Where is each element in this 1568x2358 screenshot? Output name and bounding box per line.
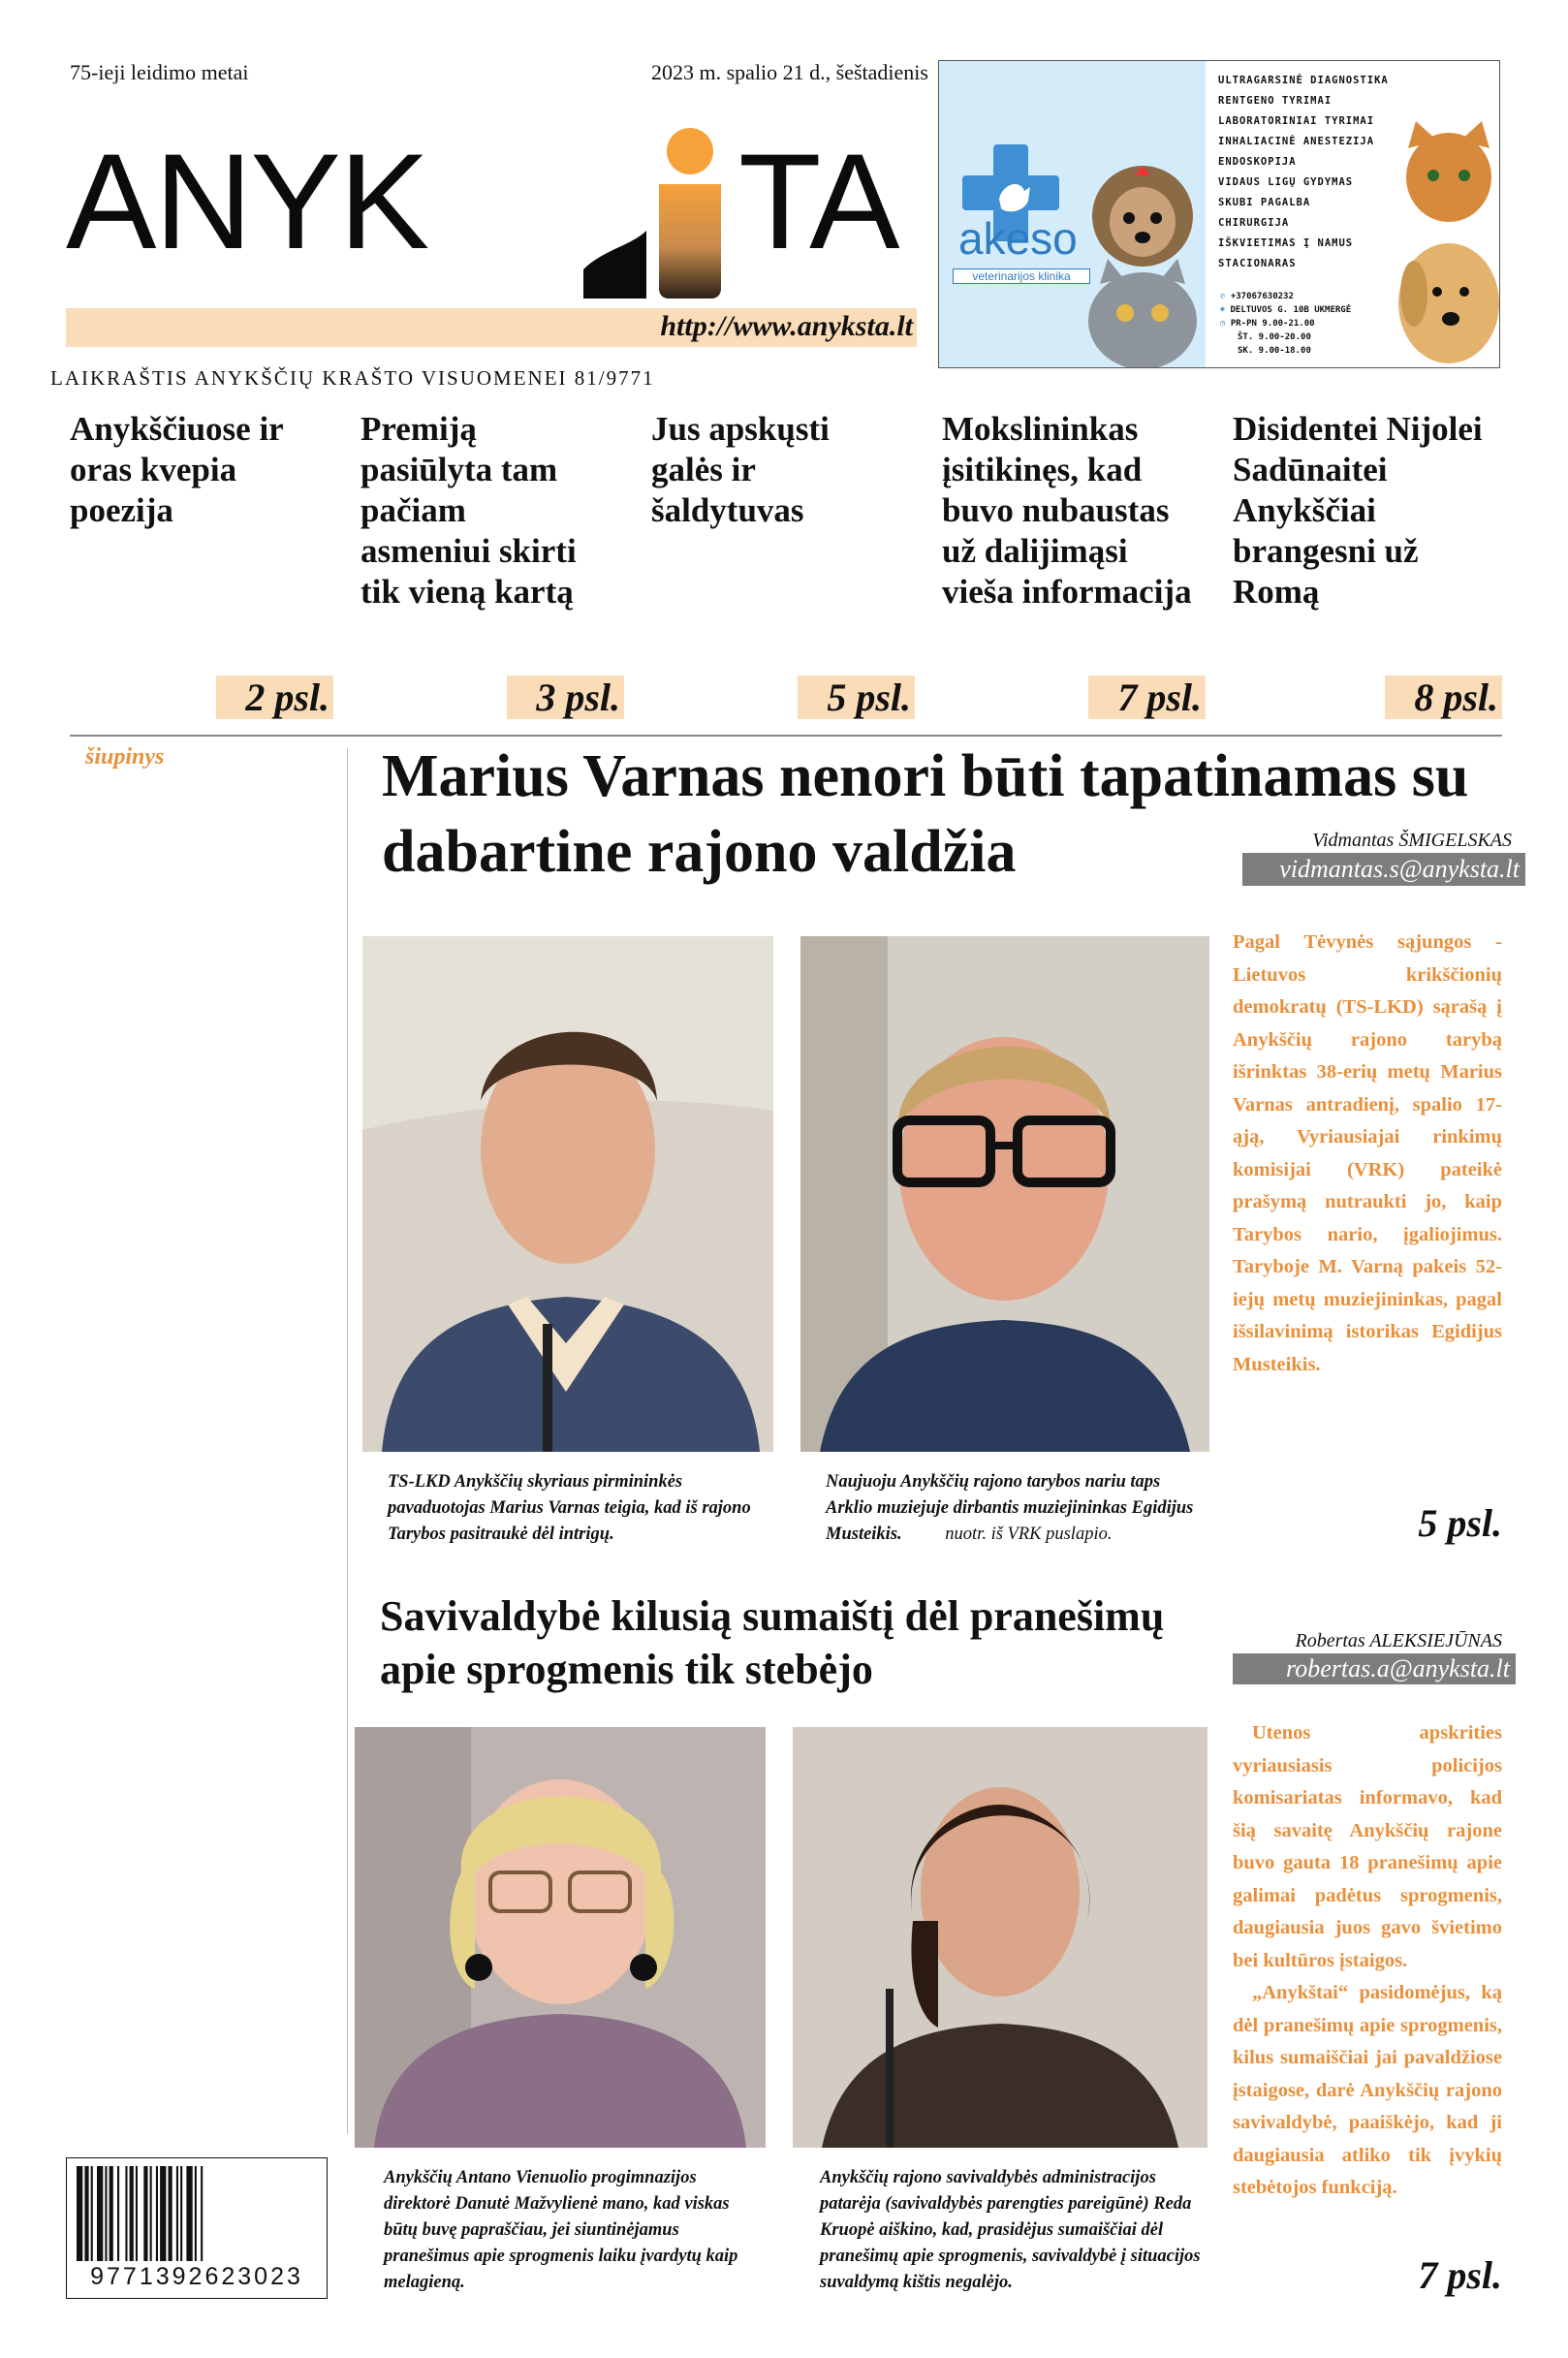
photo-credit: nuotr. iš VRK puslapio. (945, 1525, 1113, 1544)
akeso-advertisement[interactable] (938, 60, 1500, 368)
location-icon: ⌖ (1220, 305, 1231, 315)
teaser-headline[interactable]: Anykščiuose ir oras kvepia poezija (70, 410, 284, 529)
article-photo[interactable] (355, 1727, 766, 2148)
article-headline[interactable]: Savivaldybė kilusią sumaištį dėl pranešimų apie sprogmenis tik stebėjo (380, 1592, 1165, 1693)
article-lead: Pagal Tėvynės sąjungos - Lietuvos krikščionių demokratų (TS-LKD) sąrašą į Anykščių rajono tarybą išrinktas 38-erių metų Marius Varnas antradienį, spalio 17-ąją, Vyriausiajai rinkimų komisijai (VRK) pateikė prašymą nutraukti jo, kaip Tarybos nario, įgaliojimus. Taryboje M. Varną pakeis 52-iejų metų muziejininkas, pagal išsilavinimą istorikas Egidijus Musteikis. (1233, 931, 1502, 1375)
teaser-page-ref[interactable]: 5 psl. (798, 675, 915, 720)
lead-paragraph: „Anykštai“ pasidomėjus, ką dėl pranešimų apie sprogmenis, kilus sumaiščiai jai pavaldžiose įstaigose, darė Anykščių rajono savivaldybė, paaiškėjo, kad ji daugiausia atliko tik įvykių stebėtojos funkciją. (1233, 1982, 1502, 2198)
ad-phone-text: +37067630232 (1230, 292, 1294, 301)
ad-service: IŠKVIETIMAS Į NAMUS (1218, 237, 1354, 249)
ad-service: STACIONARAS (1218, 258, 1297, 269)
vertical-rule (347, 748, 348, 2134)
ad-address (1220, 303, 1395, 317)
ad-services-list (1218, 71, 1402, 274)
barcode-bar (160, 2166, 166, 2261)
ad-service: ULTRAGARSINĖ DIAGNOSTIKA (1218, 75, 1389, 86)
photo-caption: TS-LKD Anykščių skyriaus pirmininkės pavaduotojas Marius Varnas teigia, kad iš rajono Tarybos pasitraukė dėl intrigų. (388, 1472, 751, 1544)
author-email-link[interactable]: robertas.a@anyksta.lt (1233, 1653, 1516, 1684)
masthead-text-right: TA (738, 125, 898, 277)
barcode-bar (117, 2166, 119, 2261)
barcode-bar (169, 2166, 172, 2261)
barcode-bar (130, 2166, 134, 2261)
ad-service: VIDAUS LIGŲ GYDYMAS (1218, 176, 1354, 188)
barcode-bar (186, 2166, 192, 2261)
photo-caption: Anykščių Antano Vienuolio progimnazijos direktorė Danutė Mažvylienė mano, kad viskas būtų buvę papraščiau, jei siuntinėjamus pranešimus apie sprogmenis laiku įvardytų kaip melagieną. (384, 2168, 738, 2292)
teaser-headline[interactable]: Mokslininkas įsitikinęs, kad buvo nubaustas už dalijimąsi vieša informacija (942, 410, 1192, 611)
article-author: Robertas ALEKSIEJŪNAS (1295, 1630, 1502, 1651)
ad-service: INHALIACINĖ ANESTEZIJA (1218, 136, 1375, 147)
ad-phone (1220, 290, 1395, 303)
tagline: LAIKRAŠTIS ANYKŠČIŲ KRAŠTO VISUOMENEI 81/9771 (50, 366, 655, 390)
teaser-page-ref[interactable]: 7 psl. (1088, 675, 1206, 720)
clock-icon: ◷ (1220, 319, 1231, 329)
barcode-bar (195, 2166, 197, 2261)
barcode-bar (180, 2166, 182, 2261)
ad-brand: akeso (958, 213, 1078, 264)
article-photo[interactable] (793, 1727, 1207, 2148)
ad-service: RENTGENO TYRIMAI (1218, 95, 1333, 107)
caption-text: Naujuoju Anykščių rajono tarybos nariu taps Arklio muziejuje dirbantis muziejininkas Egidijus Musteikis. (826, 1472, 1194, 1544)
barcode-bar (110, 2166, 113, 2261)
barcode-bar (143, 2166, 147, 2261)
article-author: Vidmantas ŠMIGELSKAS (1312, 830, 1512, 851)
barcode-bar (156, 2166, 158, 2261)
teaser-page-ref[interactable]: 3 psl. (507, 675, 624, 720)
barcode-bars-icon (77, 2166, 317, 2261)
teaser-page-ref[interactable]: 8 psl. (1385, 675, 1502, 720)
lead-paragraph: Utenos apskrities vyriausiasis policijos komisariatas informavo, kad šią savaitę Anykščių rajone buvo gauta 18 pranešimų apie galimai padėtus sprogmenis, daugiausia juos gavo švietimo bei kultūros įstaigos. (1233, 1722, 1502, 1971)
barcode-bar (97, 2166, 103, 2261)
barcode-bar (125, 2166, 127, 2261)
masthead-text-left: ANYK (66, 125, 428, 277)
ad-subtitle: veterinarijos klinika (953, 268, 1090, 284)
horizontal-rule (70, 735, 1502, 737)
person-photo-icon (800, 936, 1209, 1452)
barcode-bar (176, 2166, 178, 2261)
website-link[interactable]: http://www.anyksta.lt (660, 310, 913, 342)
teaser-page-ref[interactable]: 2 psl. (216, 675, 333, 720)
issue-date: 2023 m. spalio 21 d., šeštadienis (651, 60, 928, 84)
pets-illustration-left (1075, 158, 1210, 367)
barcode-bar (136, 2166, 138, 2261)
ad-hours-line: SK. 9.00-18.00 (1238, 346, 1311, 356)
pets-illustration-right (1395, 119, 1499, 367)
barcode-bar (201, 2166, 203, 2261)
ad-hours (1220, 317, 1395, 330)
barcode-bar (105, 2166, 107, 2261)
teaser-headline[interactable]: Premiją pasiūlyta tam pačiam asmeniui skirti tik vieną kartą (361, 410, 577, 611)
barcode (66, 2157, 328, 2299)
photo-caption (826, 1469, 1204, 1548)
continue-page-ref[interactable]: 7 psl. (1418, 2253, 1502, 2297)
barcode-bar (91, 2166, 93, 2261)
section-label[interactable]: šiupinys (85, 744, 165, 770)
ad-service: SKUBI PAGALBA (1218, 197, 1311, 208)
edition-label: 75-ieji leidimo metai (70, 60, 249, 84)
barcode-bar (150, 2166, 152, 2261)
ad-service: ENDOSKOPIJA (1218, 156, 1297, 168)
teaser-headline[interactable]: Jus apskųsti galės ir šaldytuvas (651, 410, 830, 529)
article-headline[interactable]: Marius Varnas nenori būti tapatinamas su dabartine rajono valdžia (382, 743, 1469, 885)
masthead-logo[interactable] (60, 124, 923, 299)
photo-caption: Anykščių rajono savivaldybės administracijos patarėja (savivaldybės parengties pareigūnė) Reda Kruopė aiškino, kad, prasidėjus sumaiščiai dėl pranešimų apie sprogmenis, savivaldybė į situacijos suvaldymą kištis negalėjo. (820, 2168, 1201, 2292)
article-lead (1233, 1717, 1502, 2205)
ad-service: CHIRURGIJA (1218, 217, 1290, 229)
person-photo-icon (793, 1727, 1207, 2148)
ad-address-text: DELTUVOS G. 10B UKMERGĖ (1230, 305, 1352, 315)
person-photo-icon (362, 936, 773, 1452)
barcode-digits: 9771392623023 (90, 2263, 303, 2290)
continue-page-ref[interactable]: 5 psl. (1418, 1501, 1502, 1545)
ad-hours-line: ŠT. 9.00-20.00 (1238, 332, 1311, 342)
ad-hours-line: PR-PN 9.00-21.00 (1230, 319, 1315, 329)
barcode-bar (84, 2166, 88, 2261)
person-photo-icon (355, 1727, 766, 2148)
barcode-bar (77, 2166, 82, 2261)
author-email-link[interactable]: vidmantas.s@anyksta.lt (1242, 853, 1525, 886)
article-photo[interactable] (800, 936, 1209, 1452)
ad-service: LABORATORINIAI TYRIMAI (1218, 115, 1375, 127)
article-photo[interactable] (362, 936, 773, 1452)
teaser-headline[interactable]: Disidentei Nijolei Sadūnaitei Anykščiai brangesni už Romą (1233, 410, 1483, 611)
ad-contacts (1220, 290, 1395, 358)
phone-icon: ✆ (1220, 292, 1231, 301)
